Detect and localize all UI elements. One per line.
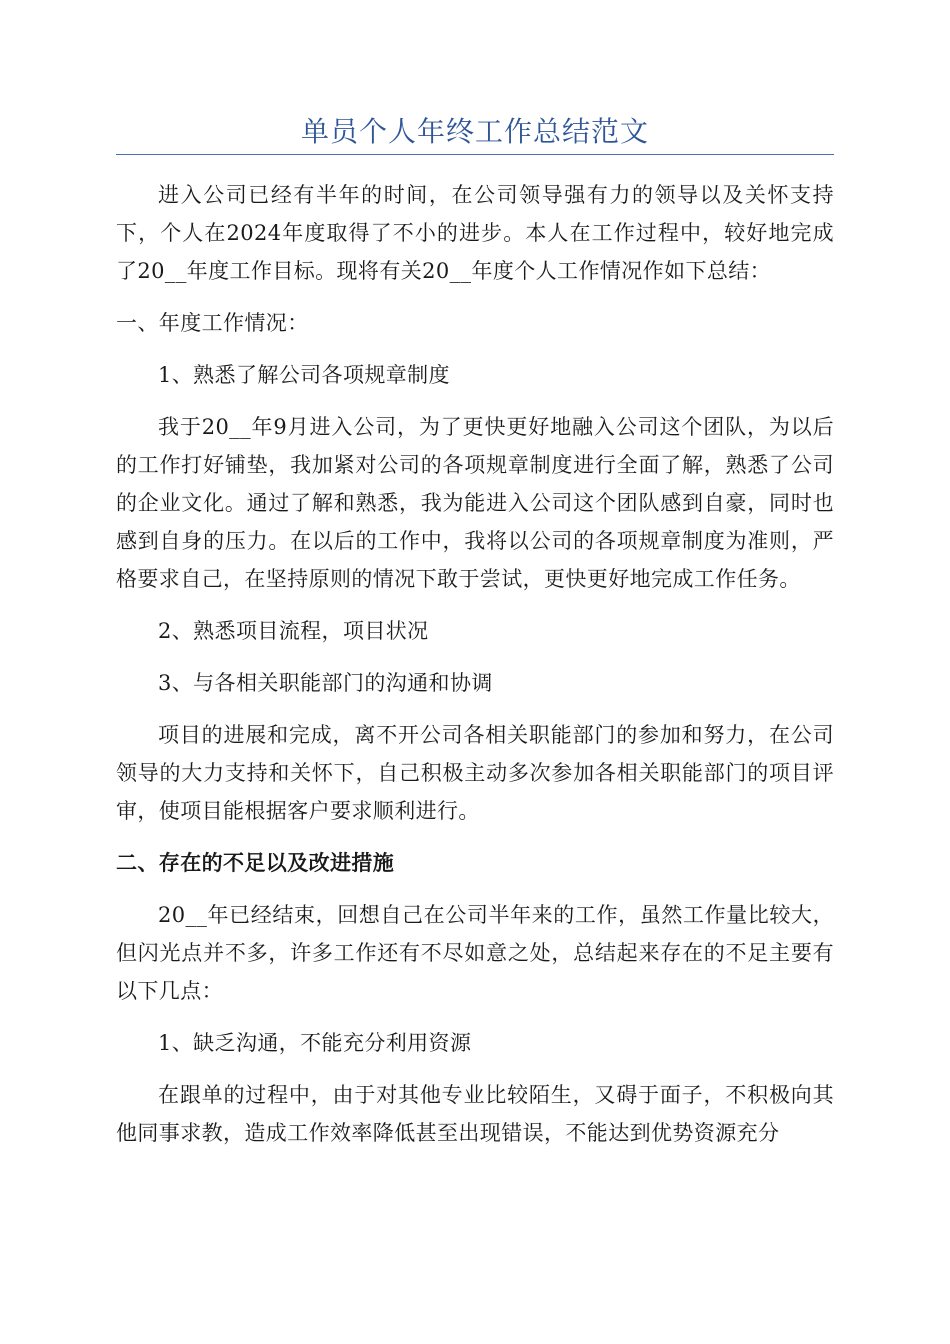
document-body [116,176,834,1166]
subheading-coordination: 3、与各相关职能部门的沟通和协调 [158,671,493,695]
subheading-communication: 1、缺乏沟通，不能充分利用资源 [158,1031,472,1055]
title-underline [116,154,834,155]
paragraph-intro: 进入公司已经有半年的时间，在公司领导强有力的领导以及关怀支持下，个人在2024年度取得了不小的进步。本人在工作过程中，较好地完成了20__年度工作目标。现将有关20__年度个人工作情况作如下总结： [116,183,834,283]
paragraph-coordination: 项目的进展和完成，离不开公司各相关职能部门的参加和努力，在公司领导的大力支持和关怀下，自己积极主动多次参加各相关职能部门的项目评审，使项目能根据客户要求顺利进行。 [116,723,834,823]
section-heading-shortcomings: 二、存在的不足以及改进措施 [116,850,395,875]
section-heading-annual-work: 一、年度工作情况： [116,311,309,335]
paragraph-shortcomings: 20__年已经结束，回想自己在公司半年来的工作，虽然工作量比较大，但闪光点并不多，许多工作还有不尽如意之处，总结起来存在的不足主要有以下几点： [116,903,834,1003]
paragraph-communication: 在跟单的过程中，由于对其他专业比较陌生，又碍于面子，不积极向其他同事求教，造成工作效率降低甚至出现错误，不能达到优势资源充分 [116,1083,834,1145]
document-title: 单员个人年终工作总结范文 [300,115,649,148]
paragraph-rules: 我于20__年9月进入公司，为了更快更好地融入公司这个团队，为以后的工作打好铺垫，我加紧对公司的各项规章制度进行全面了解，熟悉了公司的企业文化。通过了解和熟悉，我为能进入公司这个团队感到自豪，同时也感到自身的压力。在以后的工作中，我将以公司的各项规章制度为准则，严格要求自己，在坚持原则的情况下敢于尝试，更快更好地完成工作任务。 [116,415,834,591]
subheading-project-flow: 2、熟悉项目流程，项目状况 [158,619,429,643]
subheading-rules: 1、熟悉了解公司各项规章制度 [158,363,450,387]
